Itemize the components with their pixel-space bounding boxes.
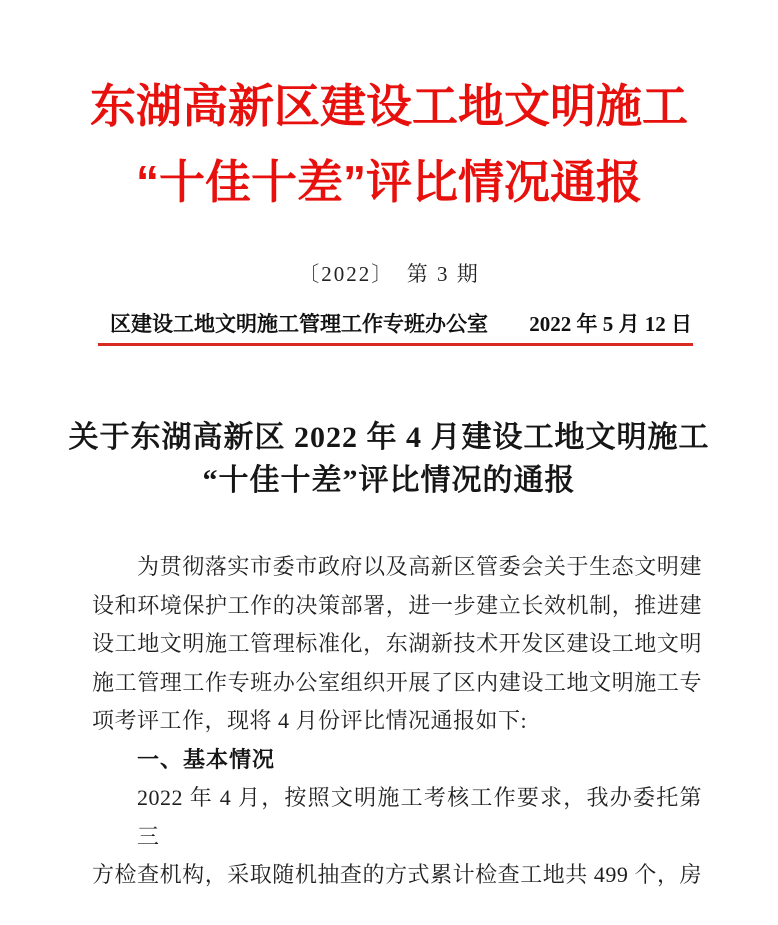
publication-row (110, 308, 692, 338)
section-heading: 一、基本情况 (137, 746, 276, 772)
document-page (0, 68, 778, 925)
document-title-line1: 关于东湖高新区 2022 年 4 月建设工地文明施工 (68, 421, 710, 454)
body-line: 为贯彻落实市委市政府以及高新区管委会关于生态文明建 (137, 554, 702, 579)
body-line: 施工管理工作专班办公室组织开展了区内建设工地文明施工专 (92, 669, 702, 695)
body-line: 设工地文明施工管理标准化，东湖新技术开发区建设工地文明 (92, 631, 702, 656)
red-divider-rule (98, 343, 693, 346)
body-line: 2022 年 4 月，按照文明施工考核工作要求，我办委托第三 (137, 785, 702, 849)
document-title-line2: “十佳十差”评比情况的通报 (202, 464, 576, 497)
masthead-title-line1: 东湖高新区建设工地文明施工 (90, 80, 688, 132)
issue-number: 〔2022〕 第 3 期 (298, 262, 480, 286)
document-body (92, 548, 702, 895)
issuing-office: 区建设工地文明施工管理工作专班办公室 (110, 312, 488, 336)
body-line: 方检查机构，采取随机抽查的方式累计检查工地共 499 个，房 (92, 862, 702, 887)
body-line: 设和环境保护工作的决策部署，进一步建立长效机制，推进建 (92, 592, 702, 618)
document-title (40, 416, 738, 502)
publish-date: 2022 年 5 月 12 日 (529, 312, 692, 336)
body-line: 项考评工作，现将 4 月份评比情况通报如下: (92, 708, 528, 733)
masthead-title (0, 68, 778, 220)
masthead-title-line2: “十佳十差”评比情况通报 (136, 156, 642, 208)
